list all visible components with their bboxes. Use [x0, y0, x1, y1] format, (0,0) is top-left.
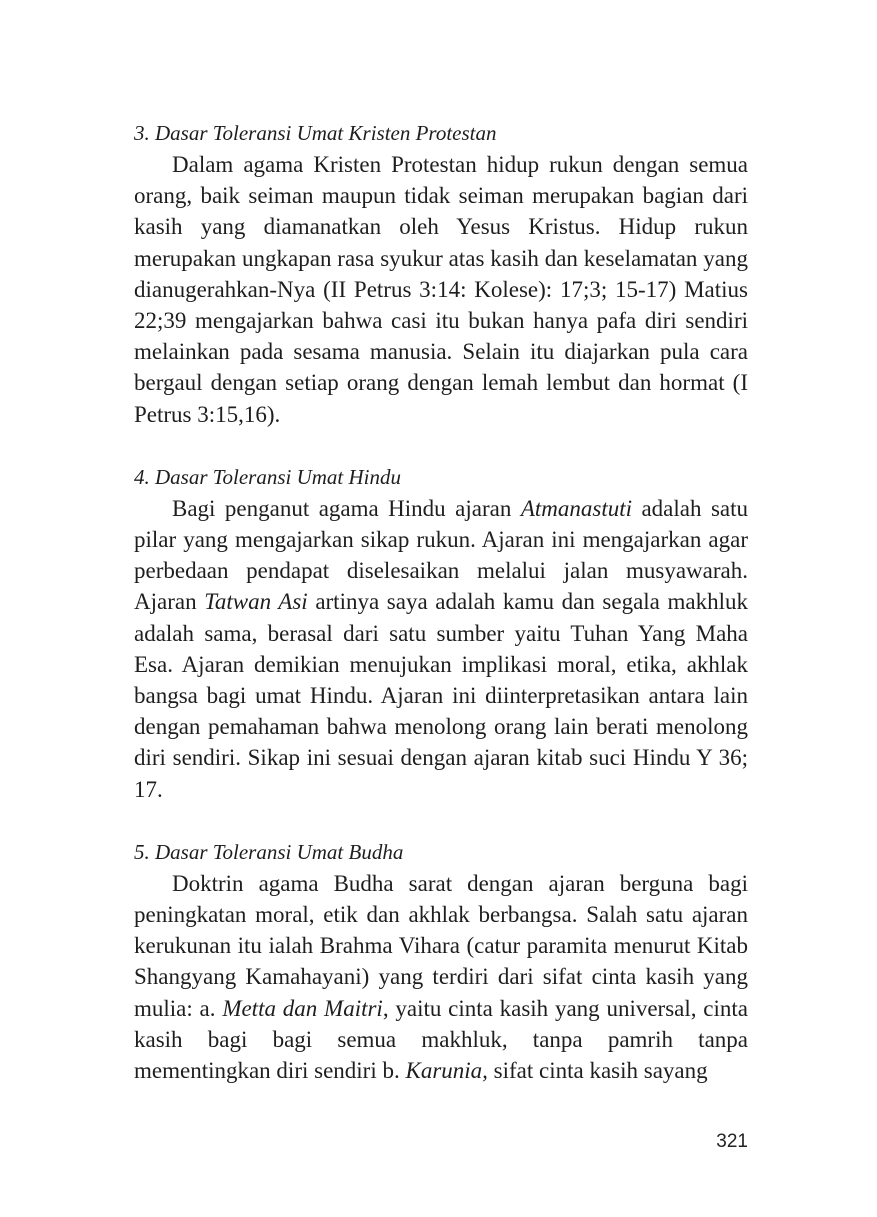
section-paragraph-budha	[134, 868, 748, 1086]
section-gap	[134, 805, 748, 837]
paragraph-run: Dalam agama Kristen Protestan hidup rukun dengan semua orang, baik seiman maupun tidak seiman merupakan bagian dari kasih yang diamanatkan oleh Yesus Kristus. Hidup rukun merupakan ungkapan rasa syukur atas kasih dan keselamatan yang dianugerahkan-Nya (II Petrus 3:14: Kolese): 17;3; 15-17) Matius 22;39 mengajarkan bahwa casi itu bukan hanya pafa diri sendiri melainkan pada sesama manusia. Selain itu diajarkan pula cara bergaul dengan setiap orang dengan lemah lembut dan hormat (I Petrus 3:15,16).	[134, 152, 748, 427]
italic-term-atmanastuti: Atmanastuti	[520, 495, 632, 521]
italic-term-tatwan-asi: Tatwan Asi	[204, 589, 308, 615]
paragraph-run: Bagi penganut agama Hindu ajaran	[172, 495, 521, 521]
paragraph-run: sifat cinta kasih sayang	[487, 1058, 708, 1084]
section-paragraph-kristen	[134, 149, 748, 430]
paragraph-run: Doktrin agama Budha sarat dengan ajaran berguna bagi peningkatan moral, etik dan akhlak berbangsa. Salah satu ajaran kerukunan itu ialah Brahma Vihara (catur paramita menurut Kitab Shangyang Kamahayani) yang terdiri dari sifat cinta kasih yang mulia: a.	[134, 870, 748, 1021]
section-paragraph-hindu	[134, 493, 748, 805]
italic-term-metta-maitri: Metta dan Maitri	[222, 995, 383, 1021]
italic-term-karunia: Karunia,	[405, 1058, 488, 1084]
section-gap	[134, 430, 748, 462]
paragraph-run: artinya saya adalah kamu dan segala makhluk adalah sama, berasal dari satu sumber yaitu Tuhan Yang Maha Esa. Ajaran demikian menujukan implikasi moral, etika, akhlak bangsa bagi umat Hindu. Ajaran ini diinterpretasikan antara lain dengan pemahaman bahwa menolong orang lain berati menolong diri sendiri. Sikap ini sesuai dengan ajaran kitab suci Hindu Y 36; 17.	[134, 589, 748, 802]
paragraph-run: , yaitu cinta kasih yang universal, cinta kasih bagi bagi semua makhluk, tanpa pamrih tanpa mementingkan diri sendiri b.	[134, 995, 749, 1084]
page-body	[134, 118, 748, 1086]
page-number: 321	[716, 1131, 748, 1152]
section-heading-kristen: 3. Dasar Toleransi Umat Kristen Protestan	[134, 121, 497, 145]
section-heading-hindu: 4. Dasar Toleransi Umat Hindu	[134, 464, 402, 489]
section-heading-budha: 5. Dasar Toleransi Umat Budha	[134, 839, 404, 864]
paragraph-run: adalah satu pilar yang mengajarkan sikap rukun. Ajaran ini mengajarkan agar perbedaan pendapat diselesaikan melalui jalan musyawarah. Ajaran	[134, 495, 748, 615]
